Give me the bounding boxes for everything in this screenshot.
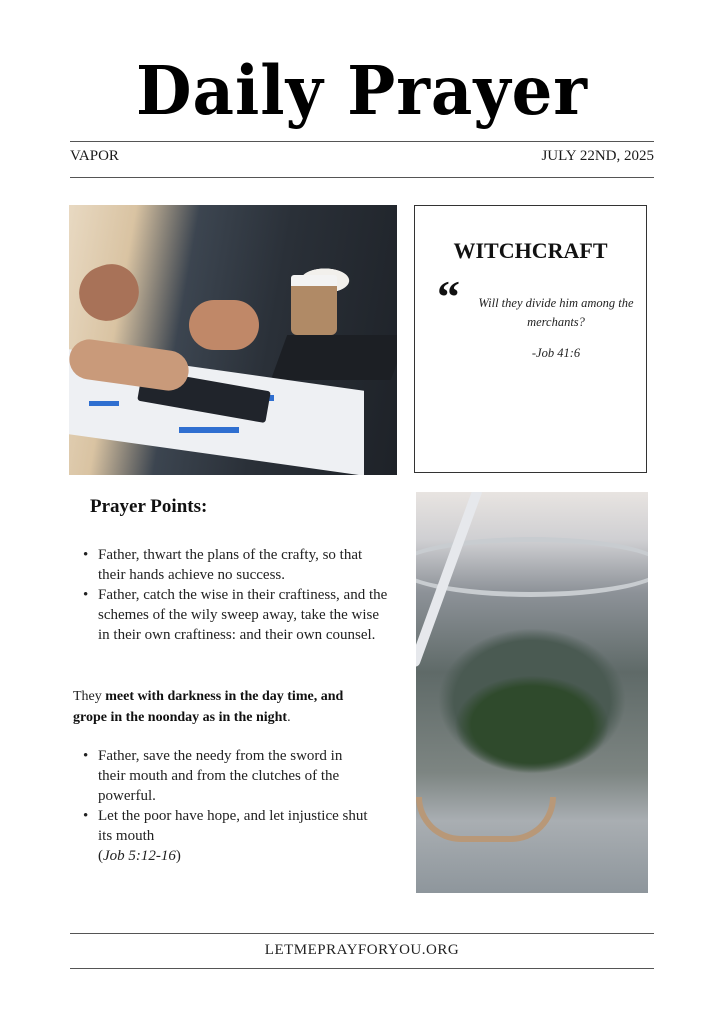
header-bottom-rule xyxy=(70,177,654,178)
photo-coffee-cup xyxy=(291,275,337,335)
office-photo xyxy=(69,205,397,475)
header-top-rule xyxy=(70,141,654,142)
list-item xyxy=(71,545,391,585)
verse-prefix: They xyxy=(73,689,106,704)
photo-chart-bar xyxy=(89,401,119,406)
photo-keyboard xyxy=(271,335,397,380)
footer-website: LETMEPRAYFORYOU.ORG xyxy=(264,942,460,958)
quote-title: WITCHCRAFT xyxy=(453,238,608,263)
photo-hand-phone xyxy=(71,256,146,328)
quote-reference: -Job 41:6 xyxy=(531,346,581,360)
list-item-text: Let the poor have hope, and let injustice shut its mouth xyxy=(98,808,368,844)
verse-paragraph xyxy=(73,686,373,728)
masthead-title: Daily Prayer xyxy=(136,52,588,131)
citation-ref: Job 5:12-16 xyxy=(103,848,176,864)
photo-chart-bar xyxy=(179,427,239,433)
photo-hand-pen xyxy=(189,300,259,350)
list-item xyxy=(71,746,371,806)
citation xyxy=(98,848,181,864)
verse-suffix: . xyxy=(287,710,291,725)
prayer-points-heading: Prayer Points: xyxy=(90,496,208,517)
list-item-text: Father, catch the wise in their craftiness, and the schemes of the wily sweep away, take the wise in their own craftiness: and their own counsel. xyxy=(98,587,388,643)
bullet-icon: • xyxy=(83,748,89,764)
prayer-list-1 xyxy=(71,545,391,645)
quote-mark-icon: “ xyxy=(437,271,460,322)
list-item xyxy=(71,585,391,645)
photo-pot-handle xyxy=(416,797,556,842)
prayer-list-2 xyxy=(71,746,371,866)
quote-box xyxy=(414,205,647,473)
bullet-icon: • xyxy=(83,547,89,563)
bullet-icon: • xyxy=(83,808,89,824)
citation-open: ( xyxy=(98,848,103,864)
issue-date: JULY 22ND, 2025 xyxy=(541,148,654,164)
verse-bold: meet with darkness in the day time, and grope in the noonday as in the night xyxy=(73,689,344,725)
pot-photo xyxy=(416,492,648,893)
section-label: VAPOR xyxy=(70,148,119,164)
list-item xyxy=(71,806,371,866)
list-item-text: Father, save the needy from the sword in their mouth and from the clutches of the powerful. xyxy=(98,748,343,804)
footer-top-rule xyxy=(70,933,654,934)
quote-text: Will they divide him among the merchants? xyxy=(478,296,634,329)
list-item-text: Father, thwart the plans of the crafty, so that their hands achieve no success. xyxy=(98,547,363,583)
bullet-icon: • xyxy=(83,587,89,603)
citation-close: ) xyxy=(175,848,181,864)
footer-bottom-rule xyxy=(70,968,654,969)
